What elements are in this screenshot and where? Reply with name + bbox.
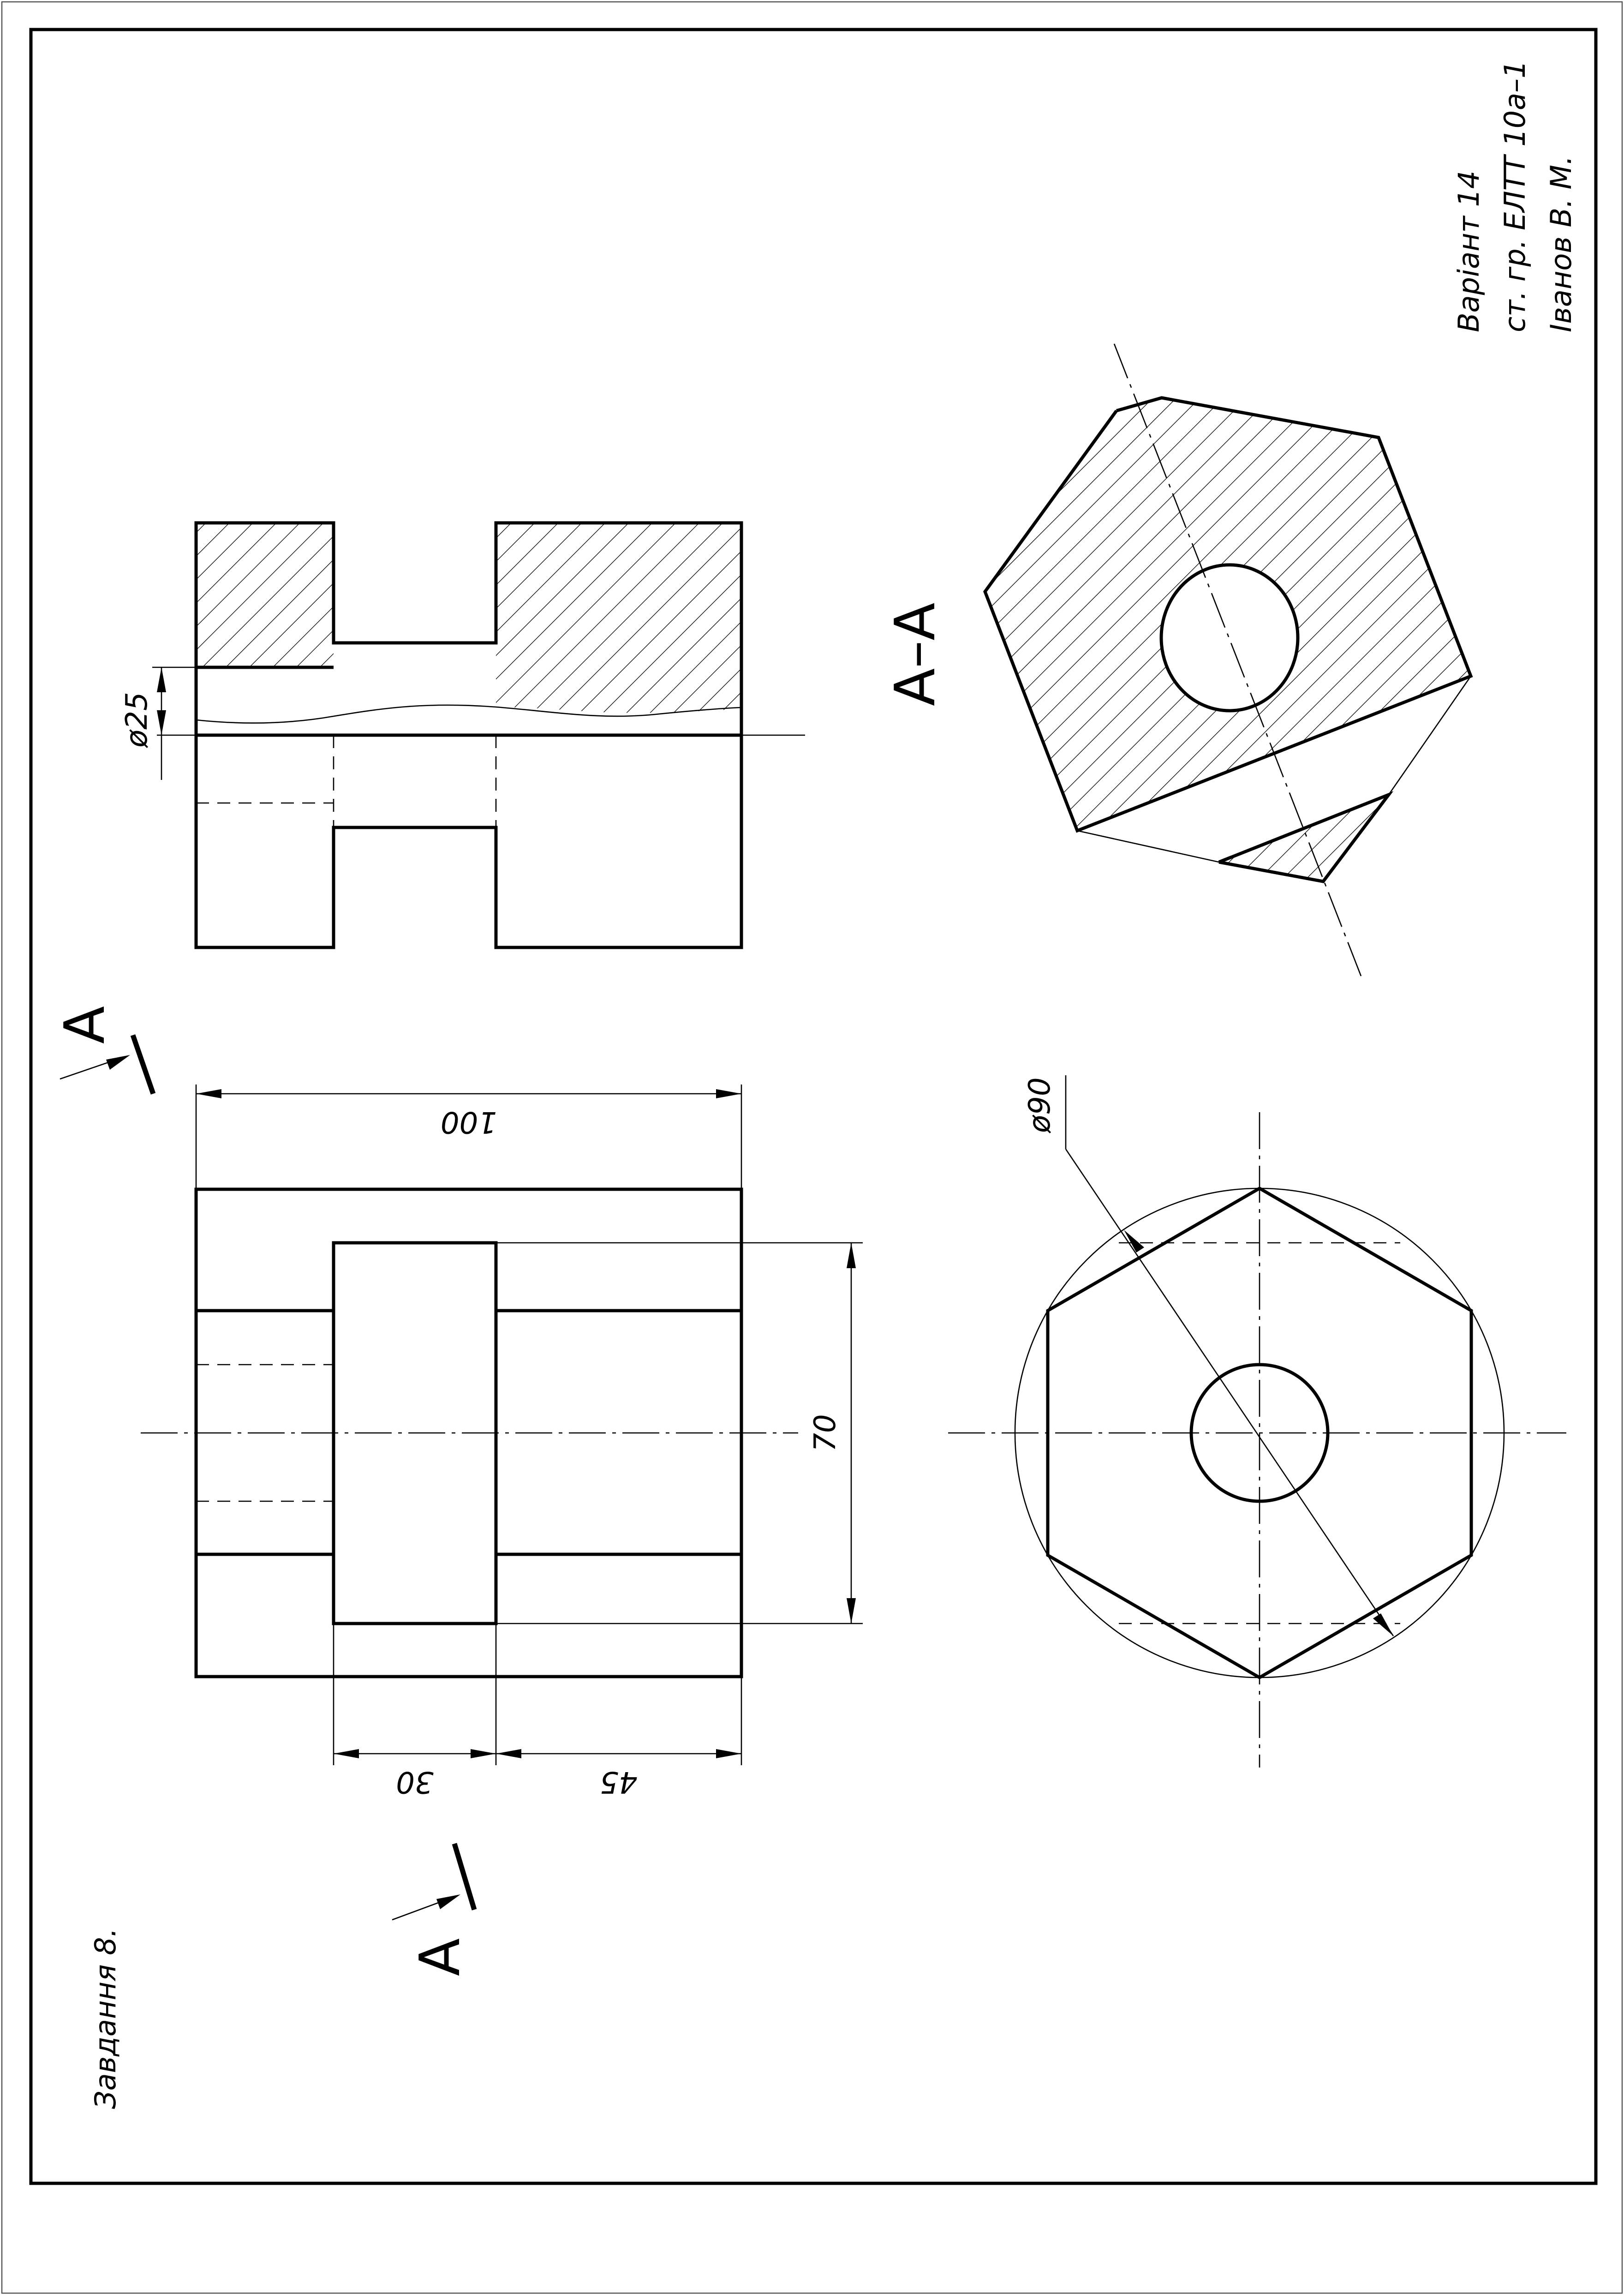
dim-arrow-100-left — [196, 1089, 221, 1098]
dim-arrow-30-right — [471, 1749, 496, 1758]
cut-letter-lower: А — [408, 1938, 472, 1976]
hole-diameter-label: ø25 — [120, 692, 154, 748]
dim-arrow-70-bottom — [847, 1598, 856, 1624]
variant-line: Варіант 14 — [1452, 170, 1486, 332]
dim-arrow-70-top — [847, 1243, 856, 1268]
section-view-upper — [120, 523, 805, 947]
hatch-right-block — [496, 523, 741, 713]
cut-letter-upper: А — [53, 1006, 117, 1044]
section-label: А–А — [884, 602, 948, 706]
hatch-left-block — [196, 523, 334, 667]
dim-arrow-25-bottom — [157, 710, 166, 735]
hex-diameter-label: ø90 — [1023, 1077, 1057, 1133]
cut-plane-stroke-upper — [133, 1035, 153, 1094]
task-label: Завдання 8. — [89, 1928, 122, 2109]
student-name-line: Іванов В. М. — [1544, 156, 1578, 332]
overall-length-label: 100 — [440, 1105, 497, 1139]
dim-leader-90 — [1066, 1149, 1393, 1636]
dim-arrow-45-right — [716, 1749, 741, 1758]
dim-arrow-90-upper — [1124, 1230, 1144, 1252]
section-hole — [1161, 565, 1298, 711]
drawing-frame — [31, 30, 1596, 2183]
cut-arrowhead-lower — [436, 1894, 460, 1909]
dim-arrow-30-left — [334, 1749, 359, 1758]
title-block — [1452, 60, 1578, 332]
groove-width-label: 70 — [808, 1414, 842, 1452]
groove-length-label: 30 — [396, 1765, 434, 1799]
hexagon-view — [948, 1075, 1566, 1768]
dim-arrow-45-left — [496, 1749, 521, 1758]
cut-mark-upper — [53, 1006, 153, 1094]
dim-arrow-90-lower — [1373, 1613, 1393, 1636]
dim-arrow-25-top — [157, 667, 166, 692]
section-thin-line-1 — [1077, 831, 1219, 862]
dim-arrow-100-right — [716, 1089, 741, 1098]
outer-sheet-border — [2, 2, 1622, 2293]
cut-arrowhead-upper — [106, 1055, 130, 1070]
plan-view — [141, 1085, 863, 1799]
cut-plane-stroke-lower — [454, 1844, 474, 1910]
right-part-length-label: 45 — [600, 1765, 638, 1799]
section-aa — [884, 344, 1471, 976]
cut-mark-lower — [392, 1844, 474, 1976]
group-line: ст. гр. ЕЛТТ 10а–1 — [1498, 60, 1532, 332]
